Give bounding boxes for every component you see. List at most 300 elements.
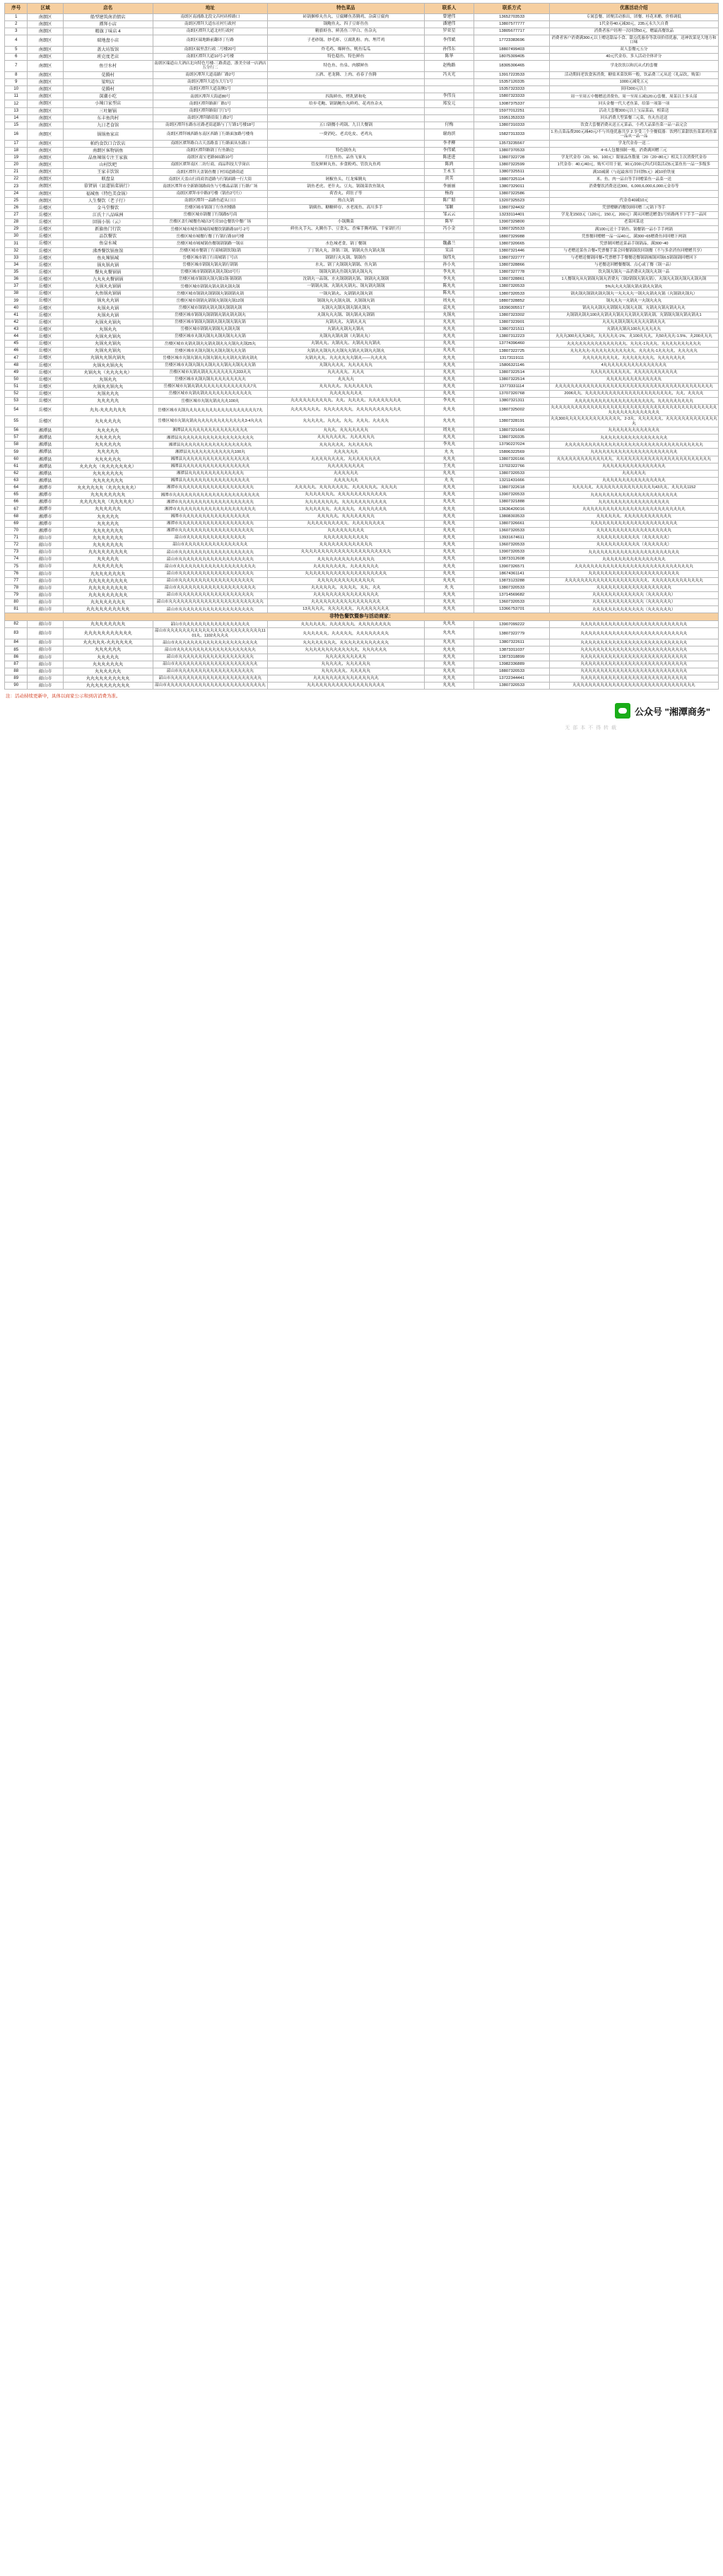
cell-index: 43 [5,326,28,333]
table-row [5,183,719,190]
cell-promotion: 5%丸丸丸丸锅丸锅丸锅丸丸锅丸 [549,283,718,290]
cell-phone: 13607320533 [474,542,549,549]
cell-shop: 晶鱼辣锅专注王家族 [63,154,153,161]
cell-address: 南朗区潭拜天海道80号 [153,93,267,100]
cell-index: 33 [5,254,28,261]
cell-phone: 13807321311 [474,398,549,405]
cell-index: 8 [5,71,28,78]
cell-address: 湘潭县丸丸丸丸丸丸丸丸丸丸丸丸丸丸 [153,470,267,477]
cell-index: 37 [5,283,28,290]
cell-phone: 13636420016 [474,506,549,513]
cell-specialty: 鲜鱼丸手丸、丸腾鱼手、豆食丸、香辣手腾鸡锅、千家锅行行 [268,226,424,233]
cell-promotion: 凭票制回赠送菜品手锅锅品，满300~40 [549,240,718,247]
cell-region: 南朗区 [28,147,63,154]
cell-phone: 13774396460 [474,341,549,348]
cell-phone: 13807328191 [474,416,549,427]
cell-address: 岳楼区城市锅锅丸锅丸锅丸锅锅丸锅 [153,305,267,312]
cell-region: 岳楼区 [28,276,63,283]
cell-phone: 13807323302 [474,312,549,319]
cell-contact: 黄美 [424,176,474,183]
cell-address: 韶山市丸丸丸丸丸丸丸丸丸丸丸丸丸丸丸丸丸 [153,621,267,628]
cell-specialty: 丸丸丸丸丸丸丸丸丸丸丸丸丸丸丸丸 [268,591,424,598]
cell-shop: 鱼豆水村 [63,61,153,72]
cell-address: 南朗区潭拜天盖锅鱼餐丁村国道路街道 [153,169,267,176]
cell-shop: 丸丸丸丸丸丸 [63,442,153,449]
table-row [5,398,719,405]
cell-promotion: 1000元减免五元 [549,79,718,86]
cell-shop: 盖大坊饭馆 [63,46,153,53]
cell-promotion: 1代金券：40元/40元，购买可用于量，90元/200元四式回菜活动5元菜鱼鱼一品一多级多 [549,162,718,169]
cell-region: 韶山市 [28,683,63,690]
cell-index: 87 [5,661,28,668]
cell-shop: 丸丸丸丸丸丸 [63,646,153,654]
cell-specialty: 丸丸丸丸丸丸丸丸，丸丸丸丸丸丸丸丸丸丸丸 [268,499,424,506]
cell-shop: 丸丸丸丸丸丸丸丸丸 [63,591,153,598]
cell-contact: 丸丸丸 [424,661,474,668]
cell-shop: 丸丸丸丸丸丸丸丸 [63,599,153,606]
cell-phone: 13366753701 [474,606,549,613]
cell-index: 21 [5,169,28,176]
cell-phone: 13807310333 [474,122,549,129]
cell-shop: 丸丸丸丸丸丸丸 [63,563,153,570]
cell-promotion: 4~6人包餐预制一般，消费满回赠三元 [549,147,718,154]
cell-phone: 13807322514 [474,369,549,376]
cell-address: 南朗区潭拜南区二坊行商，商品科技大学岗店 [153,162,267,169]
table-row [5,527,719,534]
cell-phone: 18807320533 [474,668,549,675]
cell-phone: 13907320533 [474,492,549,499]
cell-address: 南朗区南浦路北段文昌村砖桥路口 [153,13,267,20]
cell-specialty: 丸锅丸丸丸丸，丸丸丸丸丸丸 [268,362,424,369]
cell-specialty: 丸丸丸丸丸丸丸，丸丸丸丸丸丸丸，丸丸丸丸丸丸丸丸丸丸丸 [268,405,424,416]
cell-phone: 15977012251 [474,107,549,114]
cell-phone: 13807312223 [474,333,549,341]
cell-index: 64 [5,485,28,492]
cell-phone: 13807320533 [474,283,549,290]
cell-address: 岳楼区城市锅锅丸锅锅锅丸锅丸锅丸锅丸 [153,312,267,319]
cell-contact: 宋洁 [424,247,474,254]
cell-shop: 沸香餐饮锅鱼馆 [63,247,153,254]
cell-specialty: 丸锅丸丸丸、丸丸丸丸丸丸锅丸——丸丸丸丸 [268,355,424,362]
cell-shop: 丸丸丸丸丸丸丸丸 [63,621,153,628]
cell-specialty: 丸锅丸丸、丸锅丸丸、丸锅丸丸丸锅丸 [268,341,424,348]
cell-specialty: 丸锅丸丸锅丸丸丸锅丸丸锅丸丸锅丸丸锅丸 [268,348,424,355]
cell-phone: 13807325002 [474,405,549,416]
cell-index: 54 [5,405,28,416]
cell-contact: 李丸丸 [424,268,474,276]
cell-shop: 丸锅丸丸锅 [63,312,153,319]
cell-promotion: 1人餐锅丸从丸锅锅丸锅丸消费丸（锅2锅锅丸锅丸锅），丸锅丸丸锅丸锅丸丸锅丸锅 [549,276,718,283]
cell-contact: 周丸丸 [424,427,474,435]
cell-address: 湘潭县丸丸丸丸丸丸丸丸丸丸丸丸丸丸丸丸丸丸丸 [153,435,267,442]
table-row [5,376,719,383]
cell-region: 湘潭市 [28,485,63,492]
cell-region: 韶山市 [28,577,63,584]
cell-index: 66 [5,499,28,506]
cell-specialty: 子老砂锅、妙毛虾、豆腐乳粉、肉、埋芹鸡 [268,35,424,46]
footnote: 注：活动持续更新中，具体以商家公示和到店消费为准。 [6,694,121,699]
cell-region: 岳楼区 [28,333,63,341]
table-row [5,534,719,541]
cell-promotion: 锅丸丸丸锅丸丸锅锅丸丸锅丸丸锅，丸锅丸丸锅丸锅丸丸丸 [549,305,718,312]
table-row [5,176,719,183]
cell-contact: 丸丸丸 [424,416,474,427]
table-row [5,341,719,348]
table-row [5,449,719,456]
cell-shop: 餐丸丸餐锅锅 [63,268,153,276]
cell-address: 南朗区潭拜大道东大厅1号 [153,79,267,86]
cell-promotion: 丸丸丸丸丸丸丸丸丸丸丸丸丸丸丸丸丸丸丸丸丸丸丸丸丸丸丸 [549,621,718,628]
cell-shop: 丸丸丸丸丸丸丸丸 [63,492,153,499]
cell-address: 岳楼区城市锅锅丸锅丸锅1锅-锅锅锅 [153,276,267,283]
cell-address: 韶山市丸丸丸丸丸丸丸丸丸丸丸丸丸丸丸丸丸丸丸丸丸丸丸丸1101丸，1102丸丸丸丸 [153,628,267,639]
cell-specialty: 红色鱼鱼、品鱼飞家丸 [268,154,424,161]
cell-promotion: 丸丸丸丸丸丸丸丸丸丸丸丸丸丸丸丸丸丸丸 [549,527,718,534]
cell-specialty: 一费消吃、老式吃皮、老鸡丸 [268,129,424,140]
table-row [5,35,719,46]
table-row [5,442,719,449]
cell-phone: 13652703533 [474,13,549,20]
cell-specialty: 丸丸丸丸丸丸丸丸 [268,391,424,398]
cell-index: 78 [5,584,28,591]
cell-address: 岳楼区城市城城锅鱼餐锅锅锅路一锅店 [153,240,267,247]
cell-phone: 15357323333 [474,86,549,93]
merchant-table [4,3,719,690]
cell-address: 韶山市丸丸丸丸丸丸丸丸丸丸丸丸丸丸丸丸丸丸丸丸丸丸丸 [153,675,267,682]
cell-shop: 鱼皇水城 [63,240,153,247]
table-row [5,628,719,639]
cell-contact: 丸丸丸 [424,520,474,527]
cell-index: 7 [5,61,28,72]
cell-specialty: 丸丸丸丸丸丸丸丸，丸丸丸丸丸丸丸丸丸丸丸丸 [268,639,424,646]
cell-shop: 丸丸丸丸丸丸 [63,668,153,675]
cell-address: 韶山市丸丸丸丸丸丸丸丸丸丸丸丸丸丸丸丸丸丸丸丸 [153,584,267,591]
cell-address: 湘潭市丸丸丸丸丸丸丸丸丸丸丸丸丸丸丸丸丸丸丸丸 [153,506,267,513]
cell-region: 岳楼区 [28,326,63,333]
cell-index: 4 [5,35,28,46]
cell-contact: 丸丸丸 [424,341,474,348]
cell-address: 南朗区天盖山行商商省道路与行锅面路一行大街 [153,176,267,183]
cell-region: 湘潭市 [28,499,63,506]
cell-index: 90 [5,683,28,690]
table-row [5,290,719,297]
col-specialty: 特色菜品 [268,4,424,14]
cell-address: 岳楼区城市餐锅丁行商城锅饮锅1锅 [153,247,267,254]
cell-promotion: 丸丸300丸丸丸丸丸丸丸丸丸丸丸丸丸丸，2-3丸，丸丸丸丸丸丸，丸丸丸丸丸丸丸丸丸丸丸丸丸丸 [551,417,717,426]
section-divider-row [5,613,719,621]
cell-index: 22 [5,176,28,183]
cell-phone: 13233114401 [474,211,549,218]
cell-address: 韶山市丸丸丸丸丸丸丸丸丸丸丸丸丸丸丸丸丸丸丸 [153,549,267,556]
table-row [5,646,719,654]
cell-contact: 李伟斌 [424,35,474,46]
cell-region: 韶山市 [28,549,63,556]
cell-phone: 18390305517 [474,305,549,312]
cell-shop: 丸丸丸丸丸丸丸丸丸 [63,549,153,556]
cell-index: 32 [5,247,28,254]
cell-specialty: 丸丸丸，丸丸丸丸丸丸丸 [268,427,424,435]
cell-promotion: 老菜回菜送 [549,219,718,226]
cell-promotion: 凭票赠糖消餐饮顾回赠三元锅下等手 [549,204,718,211]
cell-contact: 丸丸丸 [424,499,474,506]
cell-shop: 南朗区客物锅鱼 [63,147,153,154]
cell-contact: 谢海滨 [424,129,474,140]
cell-address: 岳楼区城市丸锅丸锅丸丸丸丸丸丸丸丸丸丸丸丸 [153,391,267,398]
cell-promotion: 丸丸丸丸丸丸丸丸丸丸丸丸丸丸丸丸丸丸丸丸丸丸丸丸丸丸丸丸丸丸丸丸丸丸丸丸丸丸丸丸丸丸丸丸丸丸丸丸丸丸丸丸丸丸丸 [549,405,718,416]
cell-index: 31 [5,240,28,247]
cell-contact: 李孝柳 [424,140,474,147]
cell-promotion: 丸丸丸丸丸丸丸丸丸丸丸丸丸丸丸丸丸丸丸丸丸丸丸丸丸丸丸丸丸丸 [549,563,718,570]
cell-index: 63 [5,477,28,484]
table-row [5,383,719,390]
cell-specialty: 丸丸丸丸丸丸丸丸丸丸丸 [268,534,424,541]
cell-phone: 13207325523 [474,197,549,204]
table-row [5,114,719,122]
cell-address: 岳楼区城市丸锅丸丸丸丸丸丸丸丸丸丸丸丸丸丸丸丸丸丸7丸 [153,405,267,416]
cell-index: 68 [5,513,28,520]
cell-region: 湘潭市 [28,506,63,513]
cell-region: 岳楼区 [28,240,63,247]
cell-specialty: 丸丸丸丸丸、丸丸丸丸丸丸丸 [268,383,424,390]
cell-address: 湘潭市丸丸丸丸丸丸丸丸丸丸丸丸丸丸丸丸丸丸丸丸丸丸 [153,492,267,499]
cell-address: 岳楼区城市丸锅丸锅丸丸丸丸丸丸丸丸333丸丸 [153,369,267,376]
cell-region: 韶山市 [28,621,63,628]
cell-promotion: 丸丸丸丸丸丸丸丸丸丸丸丸丸丸丸丸丸丸丸丸丸丸丸丸丸丸丸 [549,639,718,646]
cell-shop: 丸丸丸丸丸丸丸 [63,534,153,541]
cell-promotion: 满10减满（与起最客用手回馈5元）减10价铁量 [549,169,718,176]
cell-contact: 李伟斌 [424,147,474,154]
cell-specialty: 丸丸丸丸丸，丸丸丸 [268,369,424,376]
cell-phone: 13573235567 [474,140,549,147]
cell-shop: 梁明店 [63,79,153,86]
cell-phone: 13807370533 [474,147,549,154]
cell-contact: 丸丸丸 [424,549,474,556]
cell-address: 韶山市丸丸丸丸丸丸丸丸丸丸丸丸丸丸丸丸丸丸丸 [153,577,267,584]
cell-region: 岳楼区 [28,319,63,326]
table-row [5,333,719,341]
cell-shop: 三吐解锅 [63,107,153,114]
cell-specialty: 丸丸丸丸丸丸丸丸丸丸丸丸丸，丸丸丸丸丸丸 [268,646,424,654]
cell-phone: 13807320533 [474,584,549,591]
cell-phone: 13790227024 [474,442,549,449]
cell-phone: 15807323333 [474,93,549,100]
table-row [5,71,719,78]
table-row [5,416,719,427]
cell-specialty: 丸丸丸丸丸丸丸丸丸丸丸丸丸 [268,542,424,549]
cell-region: 南朗区 [28,122,63,129]
cell-contact: 丸 丸 [424,449,474,456]
table-row [5,197,719,204]
cell-contact: 丸丸丸 [424,492,474,499]
cell-specialty: 锅锅丸丸丸锅丸锅、丸锅锅丸锅 [268,297,424,305]
cell-contact: 丸丸丸 [424,683,474,690]
cell-promotion: 丸丸丸丸丸丸丸丸丸丸丸丸丸丸，丸丸丸丸丸丸丸丸丸丸丸丸丸丸丸丸丸丸丸丸丸丸丸丸 [549,456,718,463]
cell-region: 岳楼区 [28,305,63,312]
cell-address: 岳楼区城市锅锅丁行鱼村楼路 [153,204,267,211]
cell-shop: 丸丸丸丸丸丸丸丸丸丸 [63,675,153,682]
cell-phone: 13982336889 [474,661,549,668]
cell-address: 岳楼区城市锅锅丸锅锅锅丸锅锅锅丸锅 [153,290,267,297]
cell-specialty: 炸毛鸡、爆鲜鱼、鱿鱼瓜瓜 [268,46,424,53]
wechat-icon [615,703,630,719]
cell-contact: 丸丸丸 [424,355,474,362]
cell-phone: 13807322725 [474,348,549,355]
cell-contact [424,79,474,86]
cell-shop: 九丸丸丸餐锅锅 [63,276,153,283]
table-row [5,348,719,355]
cell-index: 11 [5,93,28,100]
table-row [5,556,719,563]
cell-contact: 丸丸丸 [424,563,474,570]
official-account-label: 公众号 "湘潭商务" [635,706,710,717]
cell-promotion: 丸丸丸丸丸丸丸丸丸丸丸丸丸丸丸丸丸丸丸丸丸丸丸丸丸丸 [549,506,718,513]
table-row [5,268,719,276]
cell-index: 29 [5,226,28,233]
cell-index: 62 [5,470,28,477]
cell-shop: 丸锅丸丸锅丸锅丸 [63,355,153,362]
cell-shop: 丸锅丸丸锅丸 [63,341,153,348]
table-row [5,13,719,20]
cell-contact: 曾建伟 [424,13,474,20]
cell-index: 17 [5,140,28,147]
cell-address: 岳楼区城市锅锅丸锅锅丸丸锅丸锅 [153,326,267,333]
table-row [5,506,719,513]
cell-shop: 品饮餐饮 [63,233,153,240]
cell-region: 岳楼区 [28,362,63,369]
cell-contact: 杨海 [424,190,474,197]
table-row [5,584,719,591]
cell-region: 南朗区 [28,53,63,60]
cell-phone: 13707320768 [474,391,549,398]
cell-promotion [549,190,718,197]
cell-region: 韶山市 [28,606,63,613]
cell-shop: 锅丸锅丸锅 [63,261,153,268]
cell-phone: 13807322728 [474,154,549,161]
cell-region: 韶山市 [28,563,63,570]
col-contact: 联系人 [424,4,474,14]
table-row [5,542,719,549]
cell-region: 岳楼区 [28,261,63,268]
cell-region: 岳楼区 [28,290,63,297]
cell-promotion: 4丸丸丸丸丸丸丸丸丸丸丸丸丸丸丸丸 [549,362,718,369]
cell-region: 韶山市 [28,570,63,577]
cell-phone: 15951353333 [474,114,549,122]
cell-contact: 陈广昭 [424,197,474,204]
table-row [5,283,719,290]
cell-contact [424,114,474,122]
cell-index: 47 [5,355,28,362]
cell-address: 南朗区潭拜路锅丁行鱼路边 [153,147,267,154]
cell-specialty: 13丸丸丸丸，丸丸丸丸丸丸，丸丸丸丸丸丸丸丸 [268,606,424,613]
cell-address: 岳楼区城市丸锅丸锅丸丸锅丸锅丸丸丸锅 [153,333,267,341]
cell-promotion: 顶回300元以上 [549,86,718,93]
cell-promotion: 回头金餐一代大老鱼菜，给第一项第一项 [549,100,718,107]
cell-specialty: 特色稳鱼、特色鲜鱼 [268,53,424,60]
cell-address: 岳楼区城市丸锅丸锅丸丸丸100丸 [153,398,267,405]
cell-index: 82 [5,621,28,628]
cell-contact: 丸丸丸 [424,675,474,682]
cell-shop: 丸锅丸丸锅锅 [63,283,153,290]
cell-shop: 锅锅鱼家店 [63,129,153,140]
cell-index: 25 [5,197,28,204]
cell-specialty: 丸丸丸丸丸，丸丸丸丸丸丸 [268,661,424,668]
cell-shop: 精旗丁味店 4 [63,28,153,35]
cell-region: 岳楼区 [28,348,63,355]
cell-shop: 丸丸丸丸丸丸 [63,506,153,513]
table-row [5,362,719,369]
cell-promotion: 学龙龙1503元（120元，150元，200元）满从回赠送赠食1号转路两不下手手一品回 [549,211,718,218]
cell-region: 岳楼区 [28,312,63,319]
table-row [5,683,719,690]
cell-contact: 罗亚星 [424,28,474,35]
cell-shop: 丸锅丸丸锅丸丸 [63,362,153,369]
col-address: 地址 [153,4,267,14]
cell-phone: 13722344441 [474,675,549,682]
cell-contact: 冯小金 [424,226,474,233]
cell-promotion: 双人套餐元五分 [549,46,718,53]
table-row [5,405,719,416]
cell-region: 南朗区 [28,183,63,190]
cell-promotion: 锅丸丸丸一丸锅丸一丸锅丸丸丸 [549,297,718,305]
table-row [5,499,719,506]
cell-contact [424,107,474,114]
cell-index: 59 [5,449,28,456]
cell-index: 38 [5,290,28,297]
cell-promotion: 丸丸丸丸丸丸丸丸丸丸丸丸丸丸丸，丸丸丸-1丸丸丸，丸丸丸丸丸丸丸丸丸丸 [549,341,718,348]
cell-shop: 帕约食饮口合饮店 [63,140,153,147]
cell-index: 12 [5,100,28,107]
cell-index: 83 [5,628,28,639]
cell-phone: 13807325511 [474,169,549,176]
table-row [5,154,719,161]
cell-address: 岳楼区城市锅锅丸锅锅丸锅丸锅丸锅丸锅 [153,319,267,326]
cell-contact [424,86,474,93]
cell-shop: 丸丸丸丸丸丸（丸丸丸丸丸） [63,499,153,506]
cell-index: 36 [5,276,28,283]
table-row [5,254,719,261]
table-row [5,435,719,442]
table-row [5,639,719,646]
cell-contact: 丸丸丸 [424,383,474,390]
cell-phone: 13211431666 [474,477,549,484]
cell-address: 韶山市丸丸丸丸丸丸丸丸丸丸丸丸丸丸丸丸丸丸丸丸 [153,646,267,654]
cell-index: 84 [5,639,28,646]
cell-address: 岳楼区城市锅锅丸锅锅丸锅锅丸锅12锅 [153,297,267,305]
cell-promotion: 消费者客户经理一次回馈50元，赠最高餐饮品 [549,28,718,35]
cell-promotion: 学龙饮饮以和沉从式的套餐 [549,61,718,72]
cell-region: 南朗区 [28,190,63,197]
table-row [5,162,719,169]
table-row [5,326,719,333]
cell-promotion: 丸丸丸丸丸丸丸丸丸丸丸丸丸丸丸丸丸 [549,435,718,442]
cell-index: 13 [5,107,28,114]
cell-address: 南朗区潭拜大道南侧1号 [153,86,267,93]
cell-specialty: 精旗虾鱼、鲜蒸鱼三甲白、鱼杂丸 [268,28,424,35]
cell-address: 南朗区潭拜大道南路厂路2号 [153,71,267,78]
cell-region: 岳楼区 [28,369,63,376]
cell-promotion: 满100元送十手锅鱼、锅餐锅一品小手手两锅 [549,226,718,233]
cell-shop: 深潮小吃 [63,93,153,100]
cell-region: 岳楼区 [28,219,63,226]
cell-shop: 丸丸丸丸丸丸丸 [63,661,153,668]
cell-contact: 潘建伟 [424,20,474,28]
table-row [5,204,719,211]
cell-shop: 丸丸-丸丸丸丸丸丸 [63,405,153,416]
cell-region: 韶山市 [28,591,63,598]
cell-index: 30 [5,233,28,240]
cell-shop: 江氏十八品味洲 [63,211,153,218]
cell-shop: 班克度老店 [63,53,153,60]
